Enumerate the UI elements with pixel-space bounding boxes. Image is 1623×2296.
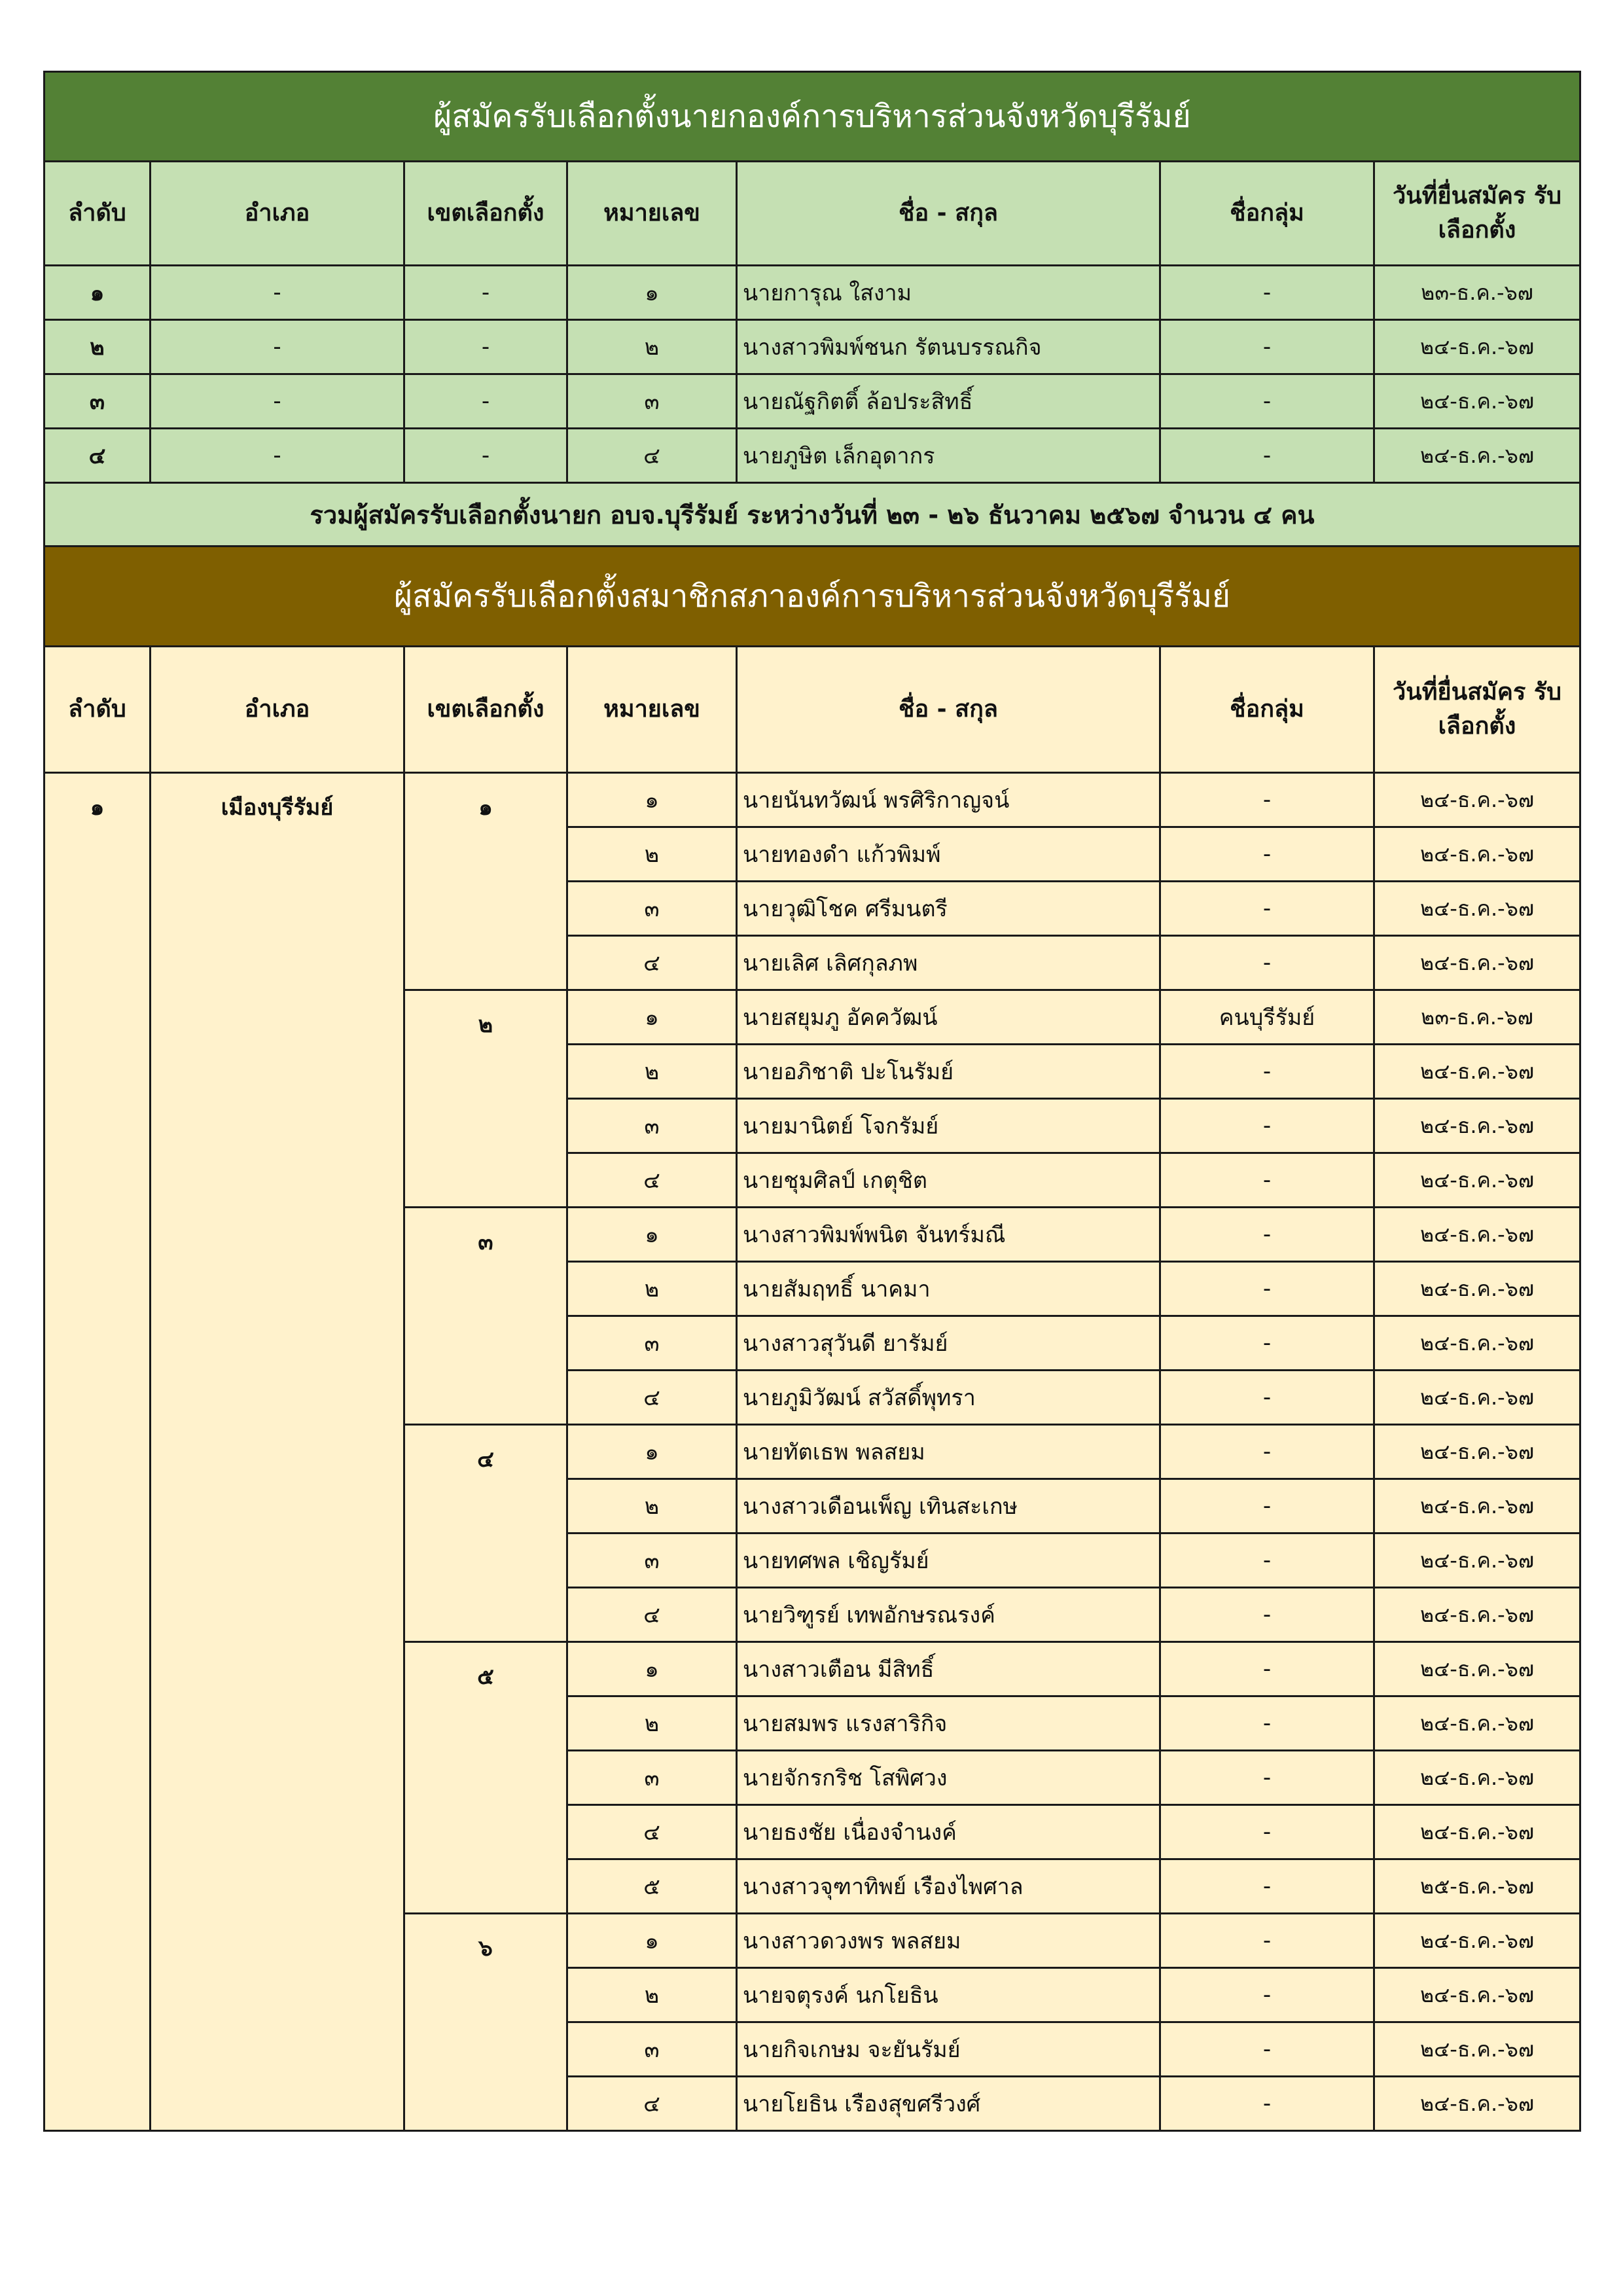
mayor-row: [45, 320, 1580, 374]
cell-group: -: [1160, 1588, 1374, 1642]
cell-group: -: [1160, 1316, 1374, 1371]
cell-group: -: [1160, 320, 1374, 374]
cell-group: -: [1160, 1153, 1374, 1208]
cell-order: ๑: [45, 266, 151, 320]
cell-number: ๕: [567, 1859, 737, 1914]
cell-date: ๒๔-ธ.ค.-๖๗: [1374, 1642, 1580, 1696]
cell-name: นายภูมิวัฒน์ สวัสดิ์พุทรา: [737, 1371, 1160, 1425]
cell-number: ๑: [567, 1642, 737, 1696]
cell-order: ๓: [45, 374, 151, 429]
cell-number: ๓: [567, 1316, 737, 1371]
council-section-title: ผู้สมัครรับเลือกตั้งสมาชิกสภาองค์การบริหารส่วนจังหวัดบุรีรัมย์: [45, 547, 1580, 647]
header-order: ลำดับ: [45, 647, 151, 773]
cell-zone: -: [404, 266, 567, 320]
cell-name: นายเลิศ เลิศกุลภพ: [737, 936, 1160, 990]
cell-group: -: [1160, 1968, 1374, 2022]
candidate-list-page: [43, 71, 1579, 2132]
cell-date: ๒๔-ธ.ค.-๖๗: [1374, 2077, 1580, 2131]
cell-name: นายทัตเธพ พลสยม: [737, 1425, 1160, 1479]
cell-date: ๒๔-ธ.ค.-๖๗: [1374, 320, 1580, 374]
cell-date: ๒๔-ธ.ค.-๖๗: [1374, 1371, 1580, 1425]
cell-group: -: [1160, 429, 1374, 483]
candidates-table: [43, 71, 1581, 2132]
header-group: ชื่อกลุ่ม: [1160, 647, 1374, 773]
header-name: ชื่อ - สกุล: [737, 162, 1160, 266]
cell-group: -: [1160, 1751, 1374, 1805]
cell-date: ๒๔-ธ.ค.-๖๗: [1374, 1153, 1580, 1208]
cell-order: ๑: [45, 773, 151, 2131]
cell-number: ๓: [567, 1751, 737, 1805]
header-zone: เขตเลือกตั้ง: [404, 162, 567, 266]
header-date: วันที่ยื่นสมัคร รับเลือกตั้ง: [1374, 647, 1580, 773]
cell-name: นายณัฐกิตติ์ ล้อประสิทธิ์: [737, 374, 1160, 429]
cell-number: ๒: [567, 1479, 737, 1534]
cell-number: ๑: [567, 773, 737, 827]
cell-name: นายวุฒิโชค ศรีมนตรี: [737, 882, 1160, 936]
cell-name: นายธงชัย เนื่องจำนงค์: [737, 1805, 1160, 1859]
cell-group: -: [1160, 1371, 1374, 1425]
cell-district: เมืองบุรีรัมย์: [151, 773, 404, 2131]
cell-name: นางสาวจุฑาทิพย์ เรืองไพศาล: [737, 1859, 1160, 1914]
cell-group: -: [1160, 1262, 1374, 1316]
cell-date: ๒๔-ธ.ค.-๖๗: [1374, 374, 1580, 429]
mayor-header-row: [45, 162, 1580, 266]
cell-group: -: [1160, 374, 1374, 429]
mayor-section-title: ผู้สมัครรับเลือกตั้งนายกองค์การบริหารส่วนจังหวัดบุรีรัมย์: [45, 72, 1580, 162]
cell-date: ๒๔-ธ.ค.-๖๗: [1374, 1588, 1580, 1642]
cell-group: -: [1160, 1099, 1374, 1153]
header-name: ชื่อ - สกุล: [737, 647, 1160, 773]
cell-group: -: [1160, 1914, 1374, 1968]
cell-date: ๒๔-ธ.ค.-๖๗: [1374, 882, 1580, 936]
cell-name: นายสมพร แรงสาริกิจ: [737, 1696, 1160, 1751]
cell-group: -: [1160, 936, 1374, 990]
cell-name: นายสัมฤทธิ์ นาคมา: [737, 1262, 1160, 1316]
cell-date: ๒๔-ธ.ค.-๖๗: [1374, 1751, 1580, 1805]
cell-number: ๔: [567, 1153, 737, 1208]
cell-name: นางสาวพิมพ์พนิต จันทร์มณี: [737, 1208, 1160, 1262]
cell-group: -: [1160, 1696, 1374, 1751]
mayor-row: [45, 266, 1580, 320]
cell-number: ๔: [567, 1371, 737, 1425]
council-row: [45, 773, 1580, 827]
cell-number: ๒: [567, 1045, 737, 1099]
cell-name: นางสาวดวงพร พลสยม: [737, 1914, 1160, 1968]
cell-group: -: [1160, 773, 1374, 827]
cell-name: นางสาวพิมพ์ชนก รัตนบรรณกิจ: [737, 320, 1160, 374]
cell-number: ๓: [567, 1099, 737, 1153]
cell-group: -: [1160, 882, 1374, 936]
cell-name: นายทองดำ แก้วพิมพ์: [737, 827, 1160, 882]
cell-district: -: [151, 320, 404, 374]
cell-zone: ๕: [404, 1642, 567, 1914]
cell-date: ๒๔-ธ.ค.-๖๗: [1374, 827, 1580, 882]
cell-name: นายนันทวัฒน์ พรศิริกาญจน์: [737, 773, 1160, 827]
cell-order: ๔: [45, 429, 151, 483]
cell-number: ๑: [567, 990, 737, 1045]
cell-number: ๑: [567, 1914, 737, 1968]
cell-zone: ๑: [404, 773, 567, 990]
cell-group: -: [1160, 1045, 1374, 1099]
mayor-row: [45, 429, 1580, 483]
mayor-row: [45, 374, 1580, 429]
cell-zone: ๔: [404, 1425, 567, 1642]
cell-date: ๒๔-ธ.ค.-๖๗: [1374, 1099, 1580, 1153]
cell-number: ๒: [567, 827, 737, 882]
cell-name: นายอภิชาติ ปะโนรัมย์: [737, 1045, 1160, 1099]
cell-name: นายวิฑูรย์ เทพอักษรณรงค์: [737, 1588, 1160, 1642]
cell-date: ๒๔-ธ.ค.-๖๗: [1374, 1425, 1580, 1479]
cell-order: ๒: [45, 320, 151, 374]
cell-name: นายจตุรงค์ นกโยธิน: [737, 1968, 1160, 2022]
cell-district: -: [151, 266, 404, 320]
cell-group: -: [1160, 2077, 1374, 2131]
cell-date: ๒๔-ธ.ค.-๖๗: [1374, 1045, 1580, 1099]
cell-zone: ๒: [404, 990, 567, 1208]
cell-group: -: [1160, 1642, 1374, 1696]
cell-number: ๒: [567, 1262, 737, 1316]
cell-number: ๑: [567, 266, 737, 320]
cell-district: -: [151, 374, 404, 429]
cell-group: -: [1160, 1479, 1374, 1534]
cell-name: นายชุมศิลป์ เกตุชิต: [737, 1153, 1160, 1208]
cell-name: นายภูษิต เล็กอุดากร: [737, 429, 1160, 483]
cell-name: นายโยธิน เรืองสุขศรีวงศ์: [737, 2077, 1160, 2131]
cell-number: ๓: [567, 2022, 737, 2077]
cell-group: -: [1160, 1425, 1374, 1479]
cell-zone: -: [404, 429, 567, 483]
cell-number: ๒: [567, 320, 737, 374]
cell-date: ๒๔-ธ.ค.-๖๗: [1374, 1914, 1580, 1968]
cell-zone: -: [404, 374, 567, 429]
cell-district: -: [151, 429, 404, 483]
header-order: ลำดับ: [45, 162, 151, 266]
cell-number: ๔: [567, 936, 737, 990]
cell-group: -: [1160, 1534, 1374, 1588]
cell-date: ๒๔-ธ.ค.-๖๗: [1374, 1805, 1580, 1859]
cell-name: นายทศพล เชิญรัมย์: [737, 1534, 1160, 1588]
header-district: อำเภอ: [151, 162, 404, 266]
cell-name: นายจักรกริช โสพิศวง: [737, 1751, 1160, 1805]
cell-name: นายกิจเกษม จะยันรัมย์: [737, 2022, 1160, 2077]
cell-number: ๔: [567, 429, 737, 483]
cell-group: -: [1160, 1859, 1374, 1914]
cell-date: ๒๔-ธ.ค.-๖๗: [1374, 1968, 1580, 2022]
cell-group: คนบุรีรัมย์: [1160, 990, 1374, 1045]
cell-name: นางสาวเดือนเพ็ญ เทินสะเกษ: [737, 1479, 1160, 1534]
cell-name: นายมานิตย์ โจกรัมย์: [737, 1099, 1160, 1153]
cell-group: -: [1160, 2022, 1374, 2077]
cell-number: ๓: [567, 1534, 737, 1588]
cell-group: -: [1160, 827, 1374, 882]
council-header-row: [45, 647, 1580, 773]
cell-date: ๒๔-ธ.ค.-๖๗: [1374, 1316, 1580, 1371]
cell-date: ๒๕-ธ.ค.-๖๗: [1374, 1859, 1580, 1914]
cell-date: ๒๔-ธ.ค.-๖๗: [1374, 1534, 1580, 1588]
cell-date: ๒๔-ธ.ค.-๖๗: [1374, 1479, 1580, 1534]
cell-group: -: [1160, 1208, 1374, 1262]
header-number: หมายเลข: [567, 647, 737, 773]
cell-date: ๒๔-ธ.ค.-๖๗: [1374, 429, 1580, 483]
cell-date: ๒๔-ธ.ค.-๖๗: [1374, 1262, 1580, 1316]
cell-number: ๔: [567, 1805, 737, 1859]
cell-number: ๔: [567, 2077, 737, 2131]
cell-number: ๒: [567, 1696, 737, 1751]
cell-date: ๒๔-ธ.ค.-๖๗: [1374, 1208, 1580, 1262]
header-district: อำเภอ: [151, 647, 404, 773]
header-date: วันที่ยื่นสมัคร รับเลือกตั้ง: [1374, 162, 1580, 266]
cell-date: ๒๔-ธ.ค.-๖๗: [1374, 773, 1580, 827]
cell-date: ๒๔-ธ.ค.-๖๗: [1374, 1696, 1580, 1751]
cell-name: นายการุณ ใสงาม: [737, 266, 1160, 320]
cell-name: นางสาวเตือน มีสิทธิ์: [737, 1642, 1160, 1696]
cell-date: ๒๓-ธ.ค.-๖๗: [1374, 990, 1580, 1045]
header-number: หมายเลข: [567, 162, 737, 266]
cell-group: -: [1160, 1805, 1374, 1859]
cell-date: ๒๓-ธ.ค.-๖๗: [1374, 266, 1580, 320]
cell-number: ๒: [567, 1968, 737, 2022]
cell-date: ๒๔-ธ.ค.-๖๗: [1374, 936, 1580, 990]
cell-number: ๔: [567, 1588, 737, 1642]
cell-number: ๑: [567, 1425, 737, 1479]
cell-number: ๓: [567, 374, 737, 429]
cell-name: นายสยุมภู อัคควัฒน์: [737, 990, 1160, 1045]
cell-group: -: [1160, 266, 1374, 320]
header-group: ชื่อกลุ่ม: [1160, 162, 1374, 266]
cell-zone: ๓: [404, 1208, 567, 1425]
cell-name: นางสาวสุวันดี ยารัมย์: [737, 1316, 1160, 1371]
header-zone: เขตเลือกตั้ง: [404, 647, 567, 773]
cell-number: ๓: [567, 882, 737, 936]
cell-zone: ๖: [404, 1914, 567, 2131]
cell-number: ๑: [567, 1208, 737, 1262]
mayor-summary: รวมผู้สมัครรับเลือกตั้งนายก อบจ.บุรีรัมย์ ระหว่างวันที่ ๒๓ - ๒๖ ธันวาคม ๒๕๖๗ จำนวน ๔ คน: [45, 483, 1580, 547]
cell-date: ๒๔-ธ.ค.-๖๗: [1374, 2022, 1580, 2077]
cell-zone: -: [404, 320, 567, 374]
